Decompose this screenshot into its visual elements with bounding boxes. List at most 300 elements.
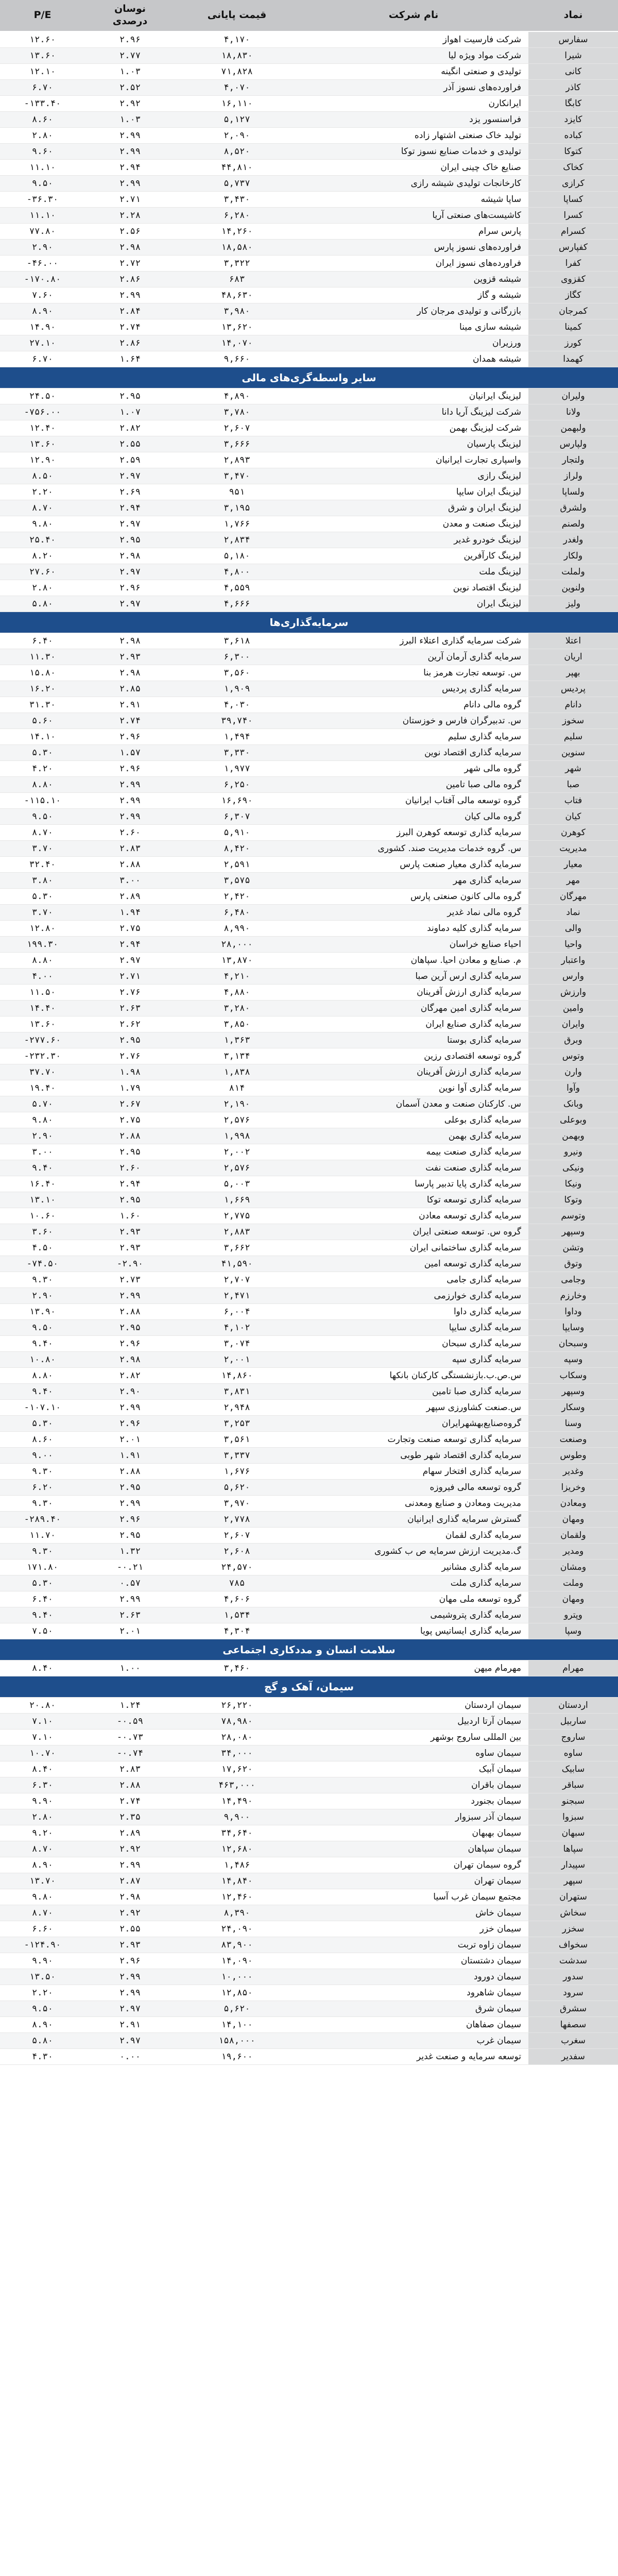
table-row: [0, 1857, 618, 1873]
cell-symbol: ولبهمن: [528, 420, 618, 436]
cell-pe: ۶.۷۰: [0, 351, 85, 367]
cell-symbol: ولملت: [528, 564, 618, 580]
section-header: [0, 1639, 618, 1660]
cell-change: ۳.۰۰: [85, 873, 175, 889]
cell-change: ۲.۹۹: [85, 176, 175, 192]
cell-price: ۲,۵۷۶: [175, 1160, 299, 1176]
cell-change: ۰.۵۷: [85, 1575, 175, 1591]
cell-symbol: سغرب: [528, 2033, 618, 2049]
cell-name: سرمایه گذاری پردیس: [299, 681, 528, 697]
cell-pe: ۱۱.۱۰: [0, 208, 85, 224]
table-row: [0, 1288, 618, 1304]
cell-pe: ۸.۲۰: [0, 548, 85, 564]
cell-symbol: سبجنو: [528, 1793, 618, 1809]
cell-change: ۲.۷۴: [85, 319, 175, 335]
cell-name: سیمان آذر سبزوار: [299, 1809, 528, 1825]
table-row: [0, 48, 618, 64]
cell-price: ۴,۸۸۰: [175, 985, 299, 1001]
cell-change: ۲.۹۸: [85, 548, 175, 564]
cell-pe: ۱۳.۱۰: [0, 1192, 85, 1208]
cell-name: سرمایه گذاری صنعت نفت: [299, 1160, 528, 1176]
cell-name: س.ص.ب.بازنشستگی کارکنان بانکها: [299, 1368, 528, 1384]
cell-change: ۲.۹۵: [85, 1032, 175, 1048]
cell-name: گروه مالی کانون صنعتی پارس: [299, 889, 528, 905]
table-row: [0, 649, 618, 665]
cell-price: ۲,۸۸۳: [175, 1224, 299, 1240]
table-row: [0, 873, 618, 889]
cell-symbol: والی: [528, 921, 618, 937]
table-row: [0, 1560, 618, 1575]
cell-pe: ۱۰.۷۰: [0, 1745, 85, 1761]
cell-pe: ۹.۵۰: [0, 1320, 85, 1336]
cell-pe: ۱۳.۶۰: [0, 48, 85, 64]
cell-change: ۲.۹۶: [85, 1512, 175, 1528]
section-title: سیمان، آهک و گچ: [0, 1676, 618, 1698]
table-body: [0, 31, 618, 2065]
table-row: [0, 1304, 618, 1320]
table-row: [0, 351, 618, 367]
table-row: [0, 1809, 618, 1825]
cell-name: سیمان صفاهان: [299, 2017, 528, 2033]
cell-price: ۳,۰۷۴: [175, 1336, 299, 1352]
cell-change: ۲.۸۹: [85, 889, 175, 905]
cell-name: سرمایه گذاری توسعه توکا: [299, 1192, 528, 1208]
table-row: [0, 580, 618, 596]
cell-change: ۲.۹۹: [85, 1496, 175, 1512]
cell-symbol: ستهران: [528, 1889, 618, 1905]
cell-name: سرمایه گذاری بوعلی: [299, 1112, 528, 1128]
table-row: [0, 272, 618, 287]
cell-price: ۸,۴۲۰: [175, 841, 299, 857]
cell-price: ۲,۰۹۰: [175, 128, 299, 144]
cell-name: لیزینگ ایران: [299, 596, 528, 612]
cell-price: ۲۸,۰۸۰: [175, 1730, 299, 1745]
cell-name: سرمایه گذاری سبحان: [299, 1336, 528, 1352]
cell-name: فراورده‌های نسوز آذر: [299, 80, 528, 96]
cell-price: ۳,۴۶۰: [175, 1660, 299, 1676]
table-row: [0, 208, 618, 224]
cell-pe: ۶.۳۰: [0, 1777, 85, 1793]
cell-symbol: دانام: [528, 697, 618, 713]
cell-name: لیزینگ خودرو غدیر: [299, 532, 528, 548]
cell-change: ۲.۸۶: [85, 335, 175, 351]
cell-symbol: اعتلا: [528, 633, 618, 649]
cell-change: ۲.۹۴: [85, 500, 175, 516]
cell-change: ۲.۹۹: [85, 793, 175, 809]
cell-change: -۰.۷۴: [85, 1745, 175, 1761]
cell-name: سرمایه گذاری ملت: [299, 1575, 528, 1591]
cell-change: ۲.۹۳: [85, 1240, 175, 1256]
cell-symbol: ولصنم: [528, 516, 618, 532]
cell-name: سرمایه گذاری بهمن: [299, 1128, 528, 1144]
cell-symbol: کوهرن: [528, 825, 618, 841]
cell-pe: ۱۷۱.۸۰: [0, 1560, 85, 1575]
table-row: [0, 1623, 618, 1639]
cell-pe: ۸.۴۰: [0, 1761, 85, 1777]
cell-pe: -۲۸۹.۴۰: [0, 1512, 85, 1528]
cell-symbol: کمرجان: [528, 303, 618, 319]
table-row: [0, 1320, 618, 1336]
cell-price: ۱۳,۸۷۰: [175, 953, 299, 969]
cell-name: شرکت فارسیت اهواز: [299, 31, 528, 48]
cell-change: ۲.۶۰: [85, 825, 175, 841]
table-row: [0, 1001, 618, 1016]
cell-symbol: ولیران: [528, 388, 618, 404]
table-row: [0, 1953, 618, 1969]
cell-name: گروه مالی صبا تامین: [299, 777, 528, 793]
cell-change: ۲.۹۸: [85, 1352, 175, 1368]
cell-change: ۲.۹۹: [85, 809, 175, 825]
cell-name: مهرمام میهن: [299, 1660, 528, 1676]
cell-change: ۲.۹۸: [85, 240, 175, 256]
cell-pe: ۸.۶۰: [0, 1432, 85, 1448]
cell-change: ۲.۹۷: [85, 953, 175, 969]
header-pe: P/E: [0, 0, 85, 31]
cell-name: سیمان اردستان: [299, 1698, 528, 1714]
cell-pe: -۲۷۷.۶۰: [0, 1032, 85, 1048]
cell-change: ۲.۹۸: [85, 1889, 175, 1905]
cell-price: ۲,۴۷۱: [175, 1288, 299, 1304]
cell-price: ۳,۸۳۱: [175, 1384, 299, 1400]
table-row: [0, 1016, 618, 1032]
cell-price: ۴,۸۰۰: [175, 564, 299, 580]
cell-price: ۱,۹۷۷: [175, 761, 299, 777]
cell-symbol: کگاز: [528, 287, 618, 303]
cell-pe: ۷.۶۰: [0, 287, 85, 303]
cell-price: ۱۲,۸۵۰: [175, 1985, 299, 2001]
table-row: [0, 287, 618, 303]
table-row: [0, 793, 618, 809]
cell-name: سیمان بجنورد: [299, 1793, 528, 1809]
cell-symbol: وبرق: [528, 1032, 618, 1048]
table-row: [0, 436, 618, 452]
cell-price: ۳,۱۹۵: [175, 500, 299, 516]
cell-name: شرکت لیزینگ آریا دانا: [299, 404, 528, 420]
cell-change: ۱.۹۱: [85, 1448, 175, 1464]
table-row: [0, 985, 618, 1001]
cell-change: ۲.۷۱: [85, 192, 175, 208]
cell-pe: ۲۷.۶۰: [0, 564, 85, 580]
table-row: [0, 160, 618, 176]
cell-change: ۲.۸۹: [85, 1825, 175, 1841]
cell-change: ۲.۹۹: [85, 1591, 175, 1607]
cell-symbol: وبهمن: [528, 1128, 618, 1144]
cell-name: سرمایه گذاری امین مهرگان: [299, 1001, 528, 1016]
cell-name: گروه مالی شهر: [299, 761, 528, 777]
cell-pe: ۱۲.۹۰: [0, 452, 85, 468]
cell-symbol: وسکاب: [528, 1368, 618, 1384]
cell-change: ۲.۸۳: [85, 841, 175, 857]
cell-name: لیزینگ رازی: [299, 468, 528, 484]
cell-name: صنایع خاک چینی ایران: [299, 160, 528, 176]
cell-pe: ۴.۰۰: [0, 969, 85, 985]
table-row: [0, 1512, 618, 1528]
cell-pe: -۱۲۴.۹۰: [0, 1937, 85, 1953]
cell-pe: ۳۱.۳۰: [0, 697, 85, 713]
cell-pe: ۶.۴۰: [0, 1591, 85, 1607]
cell-price: ۴,۸۹۰: [175, 388, 299, 404]
cell-change: ۱.۰۳: [85, 112, 175, 128]
section-title: سلامت انسان و مددکاری اجتماعی: [0, 1639, 618, 1660]
cell-symbol: کاذر: [528, 80, 618, 96]
table-row: [0, 1698, 618, 1714]
cell-name: سرمایه گذاری ارس آرین صبا: [299, 969, 528, 985]
table-row: [0, 176, 618, 192]
cell-symbol: سنوین: [528, 745, 618, 761]
cell-change: ۱.۵۷: [85, 745, 175, 761]
cell-change: ۲.۸۶: [85, 272, 175, 287]
cell-symbol: کمینا: [528, 319, 618, 335]
cell-symbol: وتوق: [528, 1256, 618, 1272]
cell-name: لیزینگ ایران سایپا: [299, 484, 528, 500]
table-row: [0, 1825, 618, 1841]
cell-price: ۵,۶۲۰: [175, 1480, 299, 1496]
cell-name: لیزینگ پارسیان: [299, 436, 528, 452]
cell-price: ۱۰,۰۰۰: [175, 1969, 299, 1985]
cell-symbol: مهرگان: [528, 889, 618, 905]
table-row: [0, 1761, 618, 1777]
cell-price: ۳,۲۵۳: [175, 1416, 299, 1432]
table-row: [0, 1032, 618, 1048]
cell-name: کاشیست‌های صنعتی آریا: [299, 208, 528, 224]
cell-pe: ۹.۵۰: [0, 176, 85, 192]
table-row: [0, 841, 618, 857]
cell-change: ۲.۲۸: [85, 208, 175, 224]
cell-price: ۶,۰۰۴: [175, 1304, 299, 1320]
table-row: [0, 1528, 618, 1544]
cell-change: ۲.۸۸: [85, 857, 175, 873]
cell-price: ۲,۴۲۰: [175, 889, 299, 905]
cell-change: -۲.۹۰: [85, 1256, 175, 1272]
cell-pe: ۹.۳۰: [0, 1496, 85, 1512]
table-row: [0, 777, 618, 793]
cell-symbol: وتشن: [528, 1240, 618, 1256]
cell-change: ۲.۷۳: [85, 1272, 175, 1288]
cell-name: احیاء صنایع خراسان: [299, 937, 528, 953]
cell-change: ۲.۹۴: [85, 1176, 175, 1192]
table-row: [0, 1208, 618, 1224]
table-row: [0, 240, 618, 256]
cell-name: سیمان ساوه: [299, 1745, 528, 1761]
cell-change: ۲.۹۵: [85, 532, 175, 548]
cell-change: ۲.۷۴: [85, 1793, 175, 1809]
cell-pe: ۱۱.۵۰: [0, 985, 85, 1001]
cell-name: س. کارکنان صنعت و معدن آسمان: [299, 1096, 528, 1112]
table-row: [0, 452, 618, 468]
cell-symbol: ولقمان: [528, 1528, 618, 1544]
cell-price: ۵,۹۱۰: [175, 825, 299, 841]
cell-pe: ۹.۹۰: [0, 1953, 85, 1969]
table-row: [0, 1660, 618, 1676]
table-row: [0, 1793, 618, 1809]
cell-symbol: ونیکا: [528, 1176, 618, 1192]
cell-price: ۷۸,۹۸۰: [175, 1714, 299, 1730]
table-row: [0, 1591, 618, 1607]
table-row: [0, 713, 618, 729]
cell-pe: ۶.۶۰: [0, 1921, 85, 1937]
cell-name: فراورده‌های نسوز ایران: [299, 256, 528, 272]
cell-price: ۵,۷۳۷: [175, 176, 299, 192]
cell-symbol: ومدیر: [528, 1544, 618, 1560]
cell-symbol: شهر: [528, 761, 618, 777]
header-price: قیمت پایانی: [175, 0, 299, 31]
cell-pe: ۳.۷۰: [0, 905, 85, 921]
cell-change: ۲.۹۹: [85, 1969, 175, 1985]
cell-symbol: وآوا: [528, 1080, 618, 1096]
cell-name: تولید خاک صنعتی اشتهار زاده: [299, 128, 528, 144]
cell-change: ۲.۷۲: [85, 256, 175, 272]
cell-price: ۲,۶۰۸: [175, 1544, 299, 1560]
cell-change: ۱.۰۳: [85, 64, 175, 80]
cell-price: ۱۴,۸۴۰: [175, 1873, 299, 1889]
cell-price: ۱۴,۰۷۰: [175, 335, 299, 351]
cell-pe: ۵.۳۰: [0, 1575, 85, 1591]
cell-price: ۳,۵۷۵: [175, 873, 299, 889]
cell-price: ۳,۳۳۷: [175, 1448, 299, 1464]
cell-symbol: وغدیر: [528, 1464, 618, 1480]
cell-price: ۴,۰۳۰: [175, 697, 299, 713]
cell-pe: ۱۳.۷۰: [0, 1873, 85, 1889]
cell-name: سیمان زاوه تربت: [299, 1937, 528, 1953]
cell-pe: -۱۷۰.۸۰: [0, 272, 85, 287]
cell-pe: ۱۵.۸۰: [0, 665, 85, 681]
cell-price: ۶,۴۸۰: [175, 905, 299, 921]
cell-price: ۲,۷۰۷: [175, 1272, 299, 1288]
cell-price: ۳,۸۵۰: [175, 1016, 299, 1032]
cell-name: لیزینگ ایران و شرق: [299, 500, 528, 516]
cell-pe: ۹.۳۰: [0, 1544, 85, 1560]
cell-symbol: سدشت: [528, 1953, 618, 1969]
table-row: [0, 1128, 618, 1144]
cell-name: گروه توسعه ملی مهان: [299, 1591, 528, 1607]
cell-price: ۴,۶۰۶: [175, 1591, 299, 1607]
section-header: [0, 1676, 618, 1698]
table-row: [0, 516, 618, 532]
table-row: [0, 596, 618, 612]
cell-name: سرمایه گذاری لقمان: [299, 1528, 528, 1544]
cell-price: ۱۴,۲۶۰: [175, 224, 299, 240]
cell-pe: ۸.۷۰: [0, 825, 85, 841]
cell-price: ۲۴,۰۹۰: [175, 1921, 299, 1937]
cell-price: ۲,۰۰۲: [175, 1144, 299, 1160]
cell-name: سرمایه گذاری اقتصاد شهر طوبی: [299, 1448, 528, 1464]
cell-change: ۲.۷۴: [85, 713, 175, 729]
table-row: [0, 745, 618, 761]
cell-change: ۲.۹۱: [85, 697, 175, 713]
cell-change: ۲.۹۱: [85, 2017, 175, 2033]
cell-symbol: ولتجار: [528, 452, 618, 468]
cell-price: ۱,۵۳۴: [175, 1607, 299, 1623]
cell-change: ۲.۶۷: [85, 1096, 175, 1112]
table-row: [0, 1730, 618, 1745]
cell-price: ۱۸,۸۳۰: [175, 48, 299, 64]
table-row: [0, 809, 618, 825]
cell-price: ۱,۸۳۸: [175, 1064, 299, 1080]
table-row: [0, 1400, 618, 1416]
cell-pe: ۸.۷۰: [0, 1841, 85, 1857]
cell-change: ۲.۹۷: [85, 2001, 175, 2017]
cell-symbol: مدیریت: [528, 841, 618, 857]
cell-name: سرمایه گذاری ارزش آفرینان: [299, 985, 528, 1001]
cell-change: ۲.۹۶: [85, 1953, 175, 1969]
table-row: [0, 633, 618, 649]
cell-change: ۲.۸۸: [85, 1304, 175, 1320]
cell-price: ۳,۲۸۰: [175, 1001, 299, 1016]
cell-pe: ۲.۹۰: [0, 1288, 85, 1304]
cell-change: ۱.۰۰: [85, 1660, 175, 1676]
cell-pe: ۴.۵۰: [0, 1240, 85, 1256]
cell-price: ۳,۶۱۸: [175, 633, 299, 649]
cell-symbol: بهپر: [528, 665, 618, 681]
cell-change: ۲.۰۱: [85, 1623, 175, 1639]
table-row: [0, 1176, 618, 1192]
cell-symbol: کباده: [528, 128, 618, 144]
cell-name: بین المللی ساروج بوشهر: [299, 1730, 528, 1745]
cell-change: ۲.۹۲: [85, 1841, 175, 1857]
cell-change: ۲.۹۹: [85, 1857, 175, 1873]
table-row: [0, 1841, 618, 1857]
cell-price: ۳,۱۳۴: [175, 1048, 299, 1064]
cell-change: ۲.۸۴: [85, 303, 175, 319]
table-row: [0, 1144, 618, 1160]
cell-name: مدیریت ومعادن و صنایع ومعدنی: [299, 1496, 528, 1512]
cell-symbol: سپهر: [528, 1873, 618, 1889]
cell-symbol: وخارزم: [528, 1288, 618, 1304]
cell-name: بازرگانی و تولیدی مرجان کار: [299, 303, 528, 319]
cell-price: ۱۸,۵۸۰: [175, 240, 299, 256]
cell-price: ۳,۴۳۰: [175, 192, 299, 208]
cell-name: سرمایه گذاری داوا: [299, 1304, 528, 1320]
cell-symbol: ولغدر: [528, 532, 618, 548]
cell-price: ۴,۲۱۰: [175, 969, 299, 985]
table-header: [0, 0, 618, 31]
table-row: [0, 905, 618, 921]
table-row: [0, 2017, 618, 2033]
cell-change: ۲.۷۵: [85, 921, 175, 937]
cell-change: ۲.۹۳: [85, 1937, 175, 1953]
cell-pe: ۸.۵۰: [0, 468, 85, 484]
cell-name: گروه مالی نماد غدیر: [299, 905, 528, 921]
table-row: [0, 1937, 618, 1953]
cell-change: ۲.۳۵: [85, 1809, 175, 1825]
cell-price: ۵,۱۸۰: [175, 548, 299, 564]
cell-pe: ۱۲.۸۰: [0, 921, 85, 937]
cell-name: سیمان خاش: [299, 1905, 528, 1921]
cell-price: ۳۴,۰۰۰: [175, 1745, 299, 1761]
cell-pe: ۹.۴۰: [0, 1160, 85, 1176]
cell-pe: -۴۶.۰۰: [0, 256, 85, 272]
cell-name: س. توسعه تجارت هرمز بنا: [299, 665, 528, 681]
table-row: [0, 1777, 618, 1793]
cell-price: ۱,۶۷۶: [175, 1464, 299, 1480]
cell-symbol: وارن: [528, 1064, 618, 1080]
cell-symbol: ساربیل: [528, 1714, 618, 1730]
cell-change: ۲.۹۶: [85, 580, 175, 596]
cell-pe: ۲.۹۰: [0, 1128, 85, 1144]
cell-name: سیمان سپاهان: [299, 1841, 528, 1857]
cell-name: ایرانکارن: [299, 96, 528, 112]
cell-symbol: سباقر: [528, 1777, 618, 1793]
cell-change: ۱.۶۰: [85, 1208, 175, 1224]
cell-price: ۱,۶۶۹: [175, 1192, 299, 1208]
cell-name: شیشه سازی مینا: [299, 319, 528, 335]
table-row: [0, 1240, 618, 1256]
cell-pe: ۲۰.۸۰: [0, 1698, 85, 1714]
cell-price: ۱,۹۰۹: [175, 681, 299, 697]
table-row: [0, 2001, 618, 2017]
cell-symbol: وملت: [528, 1575, 618, 1591]
cell-name: سیمان دشتستان: [299, 1953, 528, 1969]
